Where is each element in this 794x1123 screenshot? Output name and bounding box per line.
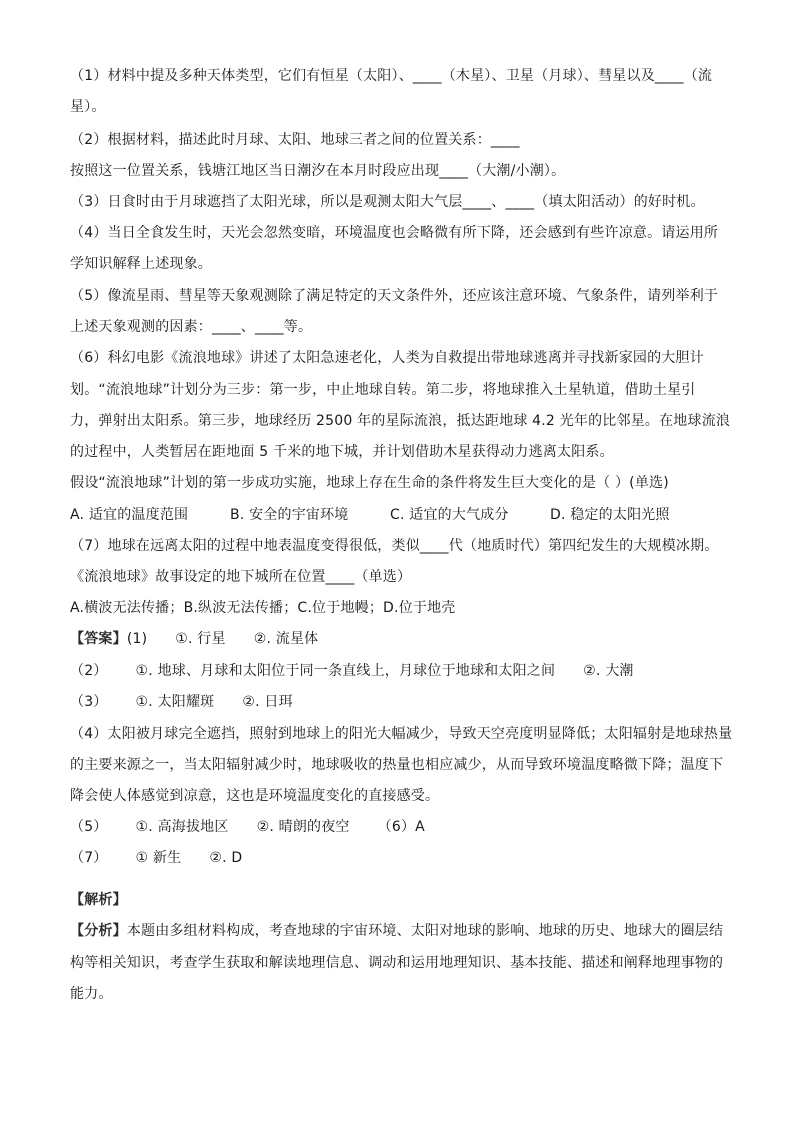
answer-tag: 【答案】 [70, 631, 127, 647]
answer-3-item-1: ①. 太阳耀斑 [135, 694, 215, 710]
answer-line-7 [70, 848, 730, 868]
answer-3-number: （3） [70, 694, 108, 710]
answer-line-5 [70, 817, 730, 837]
option-c: C. 适宜的大气成分 [390, 507, 509, 523]
question-6-line-2: 划。“流浪地球”计划分为三步：第一步，中止地球自转。第二步，将地球推入土星轨道，借助土星引 [70, 382, 696, 398]
question-6-line-3: 力，弹射出太阳系。第三步，地球经历 2500 年的星际流浪，抵达距地球 4.2 光年的比邻星。在地球流浪 [70, 413, 731, 429]
answer-2-item-2: ②. 大潮 [583, 663, 634, 679]
answer-5-item-2: ②. 晴朗的夜空 [256, 819, 350, 835]
answer-1-item-1: ①. 行星 [175, 631, 226, 647]
answer-3-item-2: ②. 日珥 [242, 694, 293, 710]
answer-4-line-3: 降会使人体感觉到凉意，这也是环境温度变化的直接感受。 [70, 788, 440, 804]
question-7-line-1: （7）地球在远离太阳的过程中地表温度变得很低，类似____代（地质时代）第四纪发生的大规模冰期。 [70, 538, 719, 554]
question-1-line-2: 星）。 [70, 99, 106, 115]
analysis-line-2: 构等相关知识，考查学生获取和解读地理信息、调动和运用地理知识、基本技能、描述和阐释地理事物的 [70, 955, 724, 971]
answer-line-1 [70, 629, 730, 649]
question-4-line-1: （4）当日全食发生时，天光会忽然变暗，环境温度也会略微有所下降，还会感到有些许凉意。请运用所 [70, 225, 719, 241]
analysis-line-3: 能力。 [70, 986, 113, 1002]
question-2-line-1: （2）根据材料，描述此时月球、太阳、地球三者之间的位置关系：____ [70, 132, 520, 148]
analysis-line-1 [70, 921, 730, 941]
answer-2-number: （2） [70, 663, 108, 679]
option-a: A. 适宜的温度范围 [70, 507, 189, 523]
question-6-line-5: 假设“流浪地球”计划的第一步成功实施，地球上存在生命的条件将发生巨大变化的是（ ）(单选) [70, 475, 669, 491]
answer-line-3 [70, 692, 730, 712]
question-7-line-2: 《流浪地球》故事设定的地下城所在位置____（单选） [70, 569, 412, 585]
answer-4-line-2: 的主要来源之一，当太阳辐射减少时，地球吸收的热量也相应减少，从而导致环境温度略微下降；温度下 [70, 757, 724, 773]
option-d: D. 稳定的太阳光照 [550, 507, 670, 523]
fenxi-text-1: 本题由多组材料构成，考查地球的宇宙环境、太阳对地球的影响、地球的历史、地球大的圈层结 [126, 923, 724, 939]
fenxi-tag: 【分析】 [70, 923, 127, 939]
question-1-line-1: （1）材料中提及多种天体类型，它们有恒星（太阳）、____（木星）、卫星（月球）、彗星以及____（流 [70, 68, 713, 84]
answer-1-number: (1) [126, 631, 148, 647]
answer-7-number: （7） [70, 850, 108, 866]
question-2-line-2: 按照这一位置关系，钱塘江地区当日潮汐在本月时段应出现____（大潮/小潮）。 [70, 163, 566, 179]
question-6-line-4: 的过程中，人类暂居在距地面 5 千米的地下城，并计划借助木星获得动力逃离太阳系。 [70, 444, 614, 460]
question-5-line-2: 上述天象观测的因素：____、____等。 [70, 319, 313, 335]
question-4-line-2: 学知识解释上述现象。 [70, 256, 212, 272]
answer-7-item-1: ① 新生 [135, 850, 182, 866]
question-6-options [70, 505, 730, 525]
answer-1-item-2: ②. 流星体 [253, 631, 319, 647]
question-3: （3）日食时由于月球遮挡了太阳光球，所以是观测太阳大气层____、____（填太阳活动）的好时机。 [70, 194, 705, 210]
answer-line-2 [70, 661, 730, 681]
answer-7-item-2: ②. D [209, 850, 243, 866]
analysis-heading [70, 890, 730, 910]
answer-5-item-1: ①. 高海拔地区 [135, 819, 229, 835]
answer-2-item-1: ①. 地球、月球和太阳位于同一条直线上，月球位于地球和太阳之间 [135, 663, 556, 679]
question-7-options: A.横波无法传播；B.纵波无法传播；C.位于地幔；D.位于地壳 [70, 600, 456, 616]
option-b: B. 安全的宇宙环境 [230, 507, 349, 523]
answer-5-number: （5） [70, 819, 108, 835]
analysis-tag: 【解析】 [70, 892, 127, 908]
question-5-line-1: （5）像流星雨、彗星等天象观测除了满足特定的天文条件外，还应该注意环境、气象条件，请列举利于 [70, 288, 719, 304]
question-6-line-1: （6）科幻电影《流浪地球》讲述了太阳急速老化，人类为自救提出带地球逃离并寻找新家园的大胆计 [70, 350, 704, 366]
answer-6: （6）A [377, 819, 425, 835]
answer-4-line-1: （4）太阳被月球完全遮挡，照射到地球上的阳光大幅减少，导致天空亮度明显降低；太阳辐射是地球热量 [70, 726, 733, 742]
